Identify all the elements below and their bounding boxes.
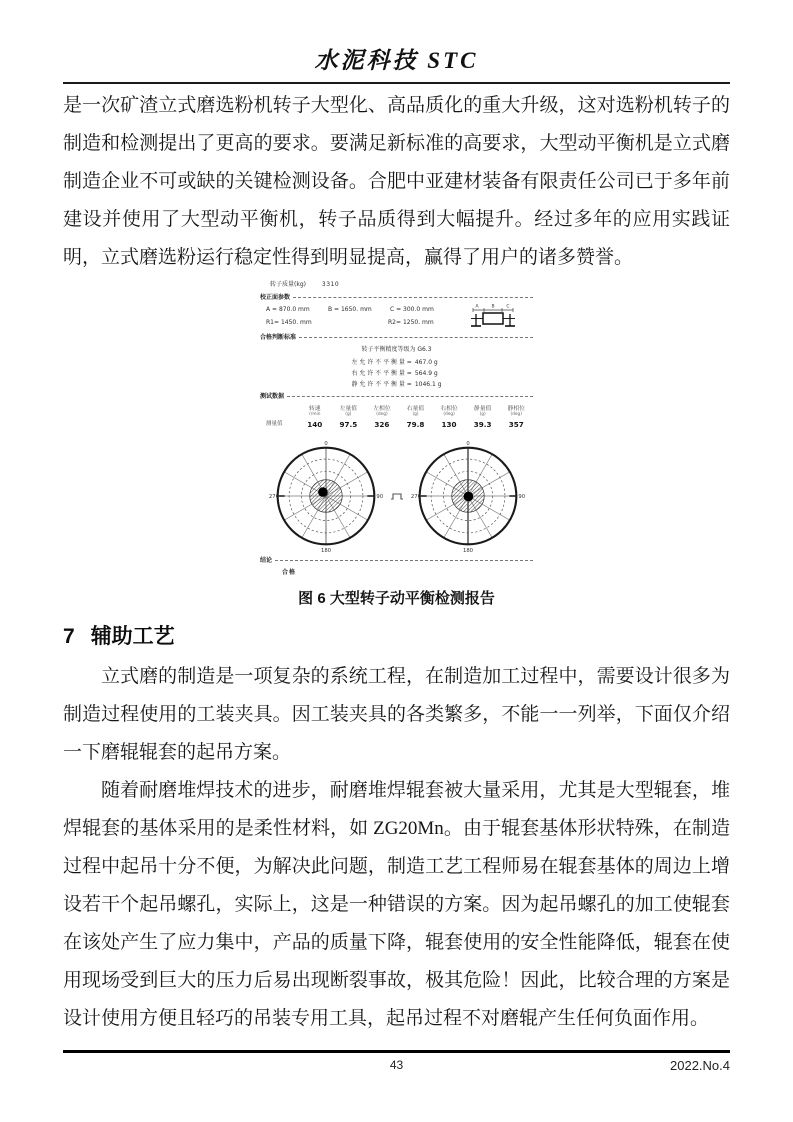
dashed-divider bbox=[287, 396, 533, 397]
page-number: 43 bbox=[389, 1058, 404, 1072]
param-value: 300.0 mm bbox=[403, 306, 434, 313]
section-heading-7 bbox=[63, 622, 730, 652]
value-static-phase: 357 bbox=[508, 420, 524, 429]
issue-label: 2022.No.4 bbox=[670, 1058, 730, 1073]
col-unit: (deg) bbox=[376, 412, 388, 417]
polar-charts bbox=[260, 438, 533, 554]
allowed-unbalance-block bbox=[351, 357, 441, 390]
col-name: 左相位 bbox=[373, 406, 391, 412]
col-name: 右量值 bbox=[406, 406, 425, 412]
param-r1 bbox=[266, 316, 388, 329]
param-value: 1250. mm bbox=[402, 319, 434, 326]
section-pass-standard bbox=[260, 331, 533, 341]
col-header-static-phase bbox=[499, 403, 533, 417]
polar-label-right: 90 bbox=[375, 493, 383, 500]
param-value: 1450. mm bbox=[280, 319, 312, 326]
section-correction-params bbox=[260, 291, 533, 301]
polar-label-top: 0 bbox=[465, 441, 470, 448]
polar-label-right: 90 bbox=[517, 493, 525, 500]
col-unit: (deg) bbox=[510, 412, 522, 417]
col-header-left-amount bbox=[332, 403, 366, 417]
param-a bbox=[266, 303, 328, 316]
allowed-right bbox=[351, 368, 441, 379]
dashed-divider bbox=[293, 297, 533, 298]
col-name: 静量值 bbox=[473, 406, 492, 412]
section-test-data bbox=[260, 390, 533, 400]
polar-label-bottom: 180 bbox=[462, 548, 473, 554]
rotor-schematic-icon bbox=[467, 303, 519, 330]
col-header-right-amount bbox=[399, 403, 433, 417]
section-title: 辅助工艺 bbox=[90, 625, 175, 648]
page-footer bbox=[63, 1050, 730, 1073]
param-label: R2= bbox=[388, 319, 402, 326]
test-data-table bbox=[266, 403, 533, 429]
figure-balance-report bbox=[63, 279, 730, 608]
param-label: R1= bbox=[266, 319, 280, 326]
balance-report bbox=[260, 279, 533, 579]
allowed-left bbox=[351, 357, 441, 368]
param-value: 870.0 mm bbox=[278, 306, 310, 313]
value-right-phase: 130 bbox=[441, 420, 457, 429]
polar-label-bottom: 180 bbox=[320, 548, 331, 554]
figure-caption: 图 6 大型转子动平衡检测报告 bbox=[298, 590, 495, 607]
allowed-value: 467.0 g bbox=[414, 359, 438, 366]
col-header-speed bbox=[298, 403, 332, 417]
rotor-mass-label: 转子质量(kg) bbox=[270, 281, 306, 288]
param-label: B = bbox=[328, 306, 340, 313]
dashed-divider bbox=[275, 560, 533, 561]
correction-params bbox=[260, 301, 533, 331]
polar-chart-left bbox=[268, 438, 384, 554]
param-label: A = bbox=[266, 306, 278, 313]
polar-chart-right bbox=[410, 438, 526, 554]
transfer-icon bbox=[389, 490, 405, 502]
diagram-letter-a: A bbox=[475, 304, 479, 310]
col-header-right-phase bbox=[432, 403, 466, 417]
polar-label-top: 0 bbox=[323, 441, 328, 448]
param-label: C = bbox=[390, 306, 402, 313]
value-right-amount: 79.8 bbox=[406, 420, 425, 429]
diagram-letter-b: B bbox=[491, 304, 495, 310]
col-unit: (g) bbox=[412, 412, 419, 417]
paragraph-continuation: 是一次矿渣立式磨选粉机转子大型化、高品质化的重大升级，这对选粉机转子的制造和检测提出了更高的要求。要满足新标准的高要求，大型动平衡机是立式磨制造企业不可或缺的关键检测设备。合肥中亚建材装备有限责任公司已于多年前建设并使用了大型动平衡机，转子品质得到大幅提升。经过多年的应用实践证明，立式磨选粉运行稳定性得到明显提高，赢得了用户的诸多赞誉。 bbox=[63, 95, 730, 268]
col-header-static-amount bbox=[466, 403, 500, 417]
col-unit: r/min bbox=[309, 412, 321, 417]
col-unit: (g) bbox=[345, 412, 352, 417]
paragraph: 随着耐磨堆焊技术的进步，耐磨堆焊辊套被大量采用，尤其是大型辊套，堆焊辊套的基体采用的是柔性材料，如 ZG20Mn。由于辊套基体形状特殊，在制造过程中起吊十分不便，为解决此问题，制造工艺工程师易在辊套基体的周边上增设若干个起吊螺孔，实际上，这是一种错误的方案。因为起吊螺孔的加工使辊套在该处产生了应力集中，产品的质量下降，辊套使用的安全性能降低，辊套在使用现场受到巨大的压力后易出现断裂事故，极其危险！因此，比较合理的方案是设计使用方便且轻巧的吊装专用工具，起吊过程不对磨辊产生任何负面作用。 bbox=[63, 780, 730, 1029]
table-corner bbox=[266, 403, 298, 417]
section-label: 校正面参数 bbox=[260, 293, 291, 301]
balance-grade-line: 转子平衡精度等级为 G6.3 bbox=[361, 346, 432, 353]
allowed-label: 左 允 许 不 平 衡 量 = bbox=[351, 359, 412, 366]
col-unit: (g) bbox=[479, 412, 486, 417]
param-b bbox=[328, 303, 390, 316]
journal-header bbox=[63, 0, 730, 84]
section-number: 7 bbox=[63, 625, 75, 648]
section-conclusion bbox=[260, 554, 533, 564]
allowed-value: 564.9 g bbox=[414, 370, 438, 377]
rotor-mass-row bbox=[260, 279, 533, 291]
value-left-amount: 97.5 bbox=[339, 420, 358, 429]
rotor-mass-value: 3310 bbox=[321, 281, 340, 288]
col-unit: (deg) bbox=[443, 412, 455, 417]
table-row-label: 测量值 bbox=[266, 421, 283, 427]
param-c bbox=[390, 303, 452, 316]
value-left-phase: 326 bbox=[374, 420, 390, 429]
allowed-label: 右 允 许 不 平 衡 量 = bbox=[351, 370, 412, 377]
param-r2 bbox=[388, 316, 450, 329]
col-name: 转速 bbox=[308, 406, 321, 412]
value-static-amount: 39.3 bbox=[473, 420, 492, 429]
col-name: 左量值 bbox=[339, 406, 358, 412]
section-label: 测试数据 bbox=[260, 392, 285, 400]
allowed-label: 静 允 许 不 平 衡 量 = bbox=[351, 381, 412, 388]
param-value: 1650. mm bbox=[340, 306, 372, 313]
paragraph: 立式磨的制造是一项复杂的系统工程，在制造加工过程中，需要设计很多为制造过程使用的工装夹具。因工装夹具的各类繁多，不能一一列举，下面仅介绍一下磨辊辊套的起吊方案。 bbox=[63, 666, 730, 763]
col-header-left-phase bbox=[365, 403, 399, 417]
polar-label-left: 270 bbox=[268, 493, 279, 500]
col-name: 右相位 bbox=[440, 406, 458, 412]
value-speed: 140 bbox=[307, 420, 323, 429]
section-label: 结论 bbox=[260, 556, 273, 564]
diagram-letter-c: C bbox=[506, 304, 510, 310]
polar-label-left: 270 bbox=[410, 493, 421, 500]
journal-title: 水泥科技 STC bbox=[314, 48, 479, 73]
col-name: 静相位 bbox=[507, 406, 525, 412]
dashed-divider bbox=[299, 337, 533, 338]
section-label: 合格判断标准 bbox=[260, 333, 297, 341]
allowed-value: 1046.1 g bbox=[414, 381, 442, 388]
conclusion-value: 合格 bbox=[282, 569, 297, 576]
allowed-static bbox=[351, 379, 441, 390]
